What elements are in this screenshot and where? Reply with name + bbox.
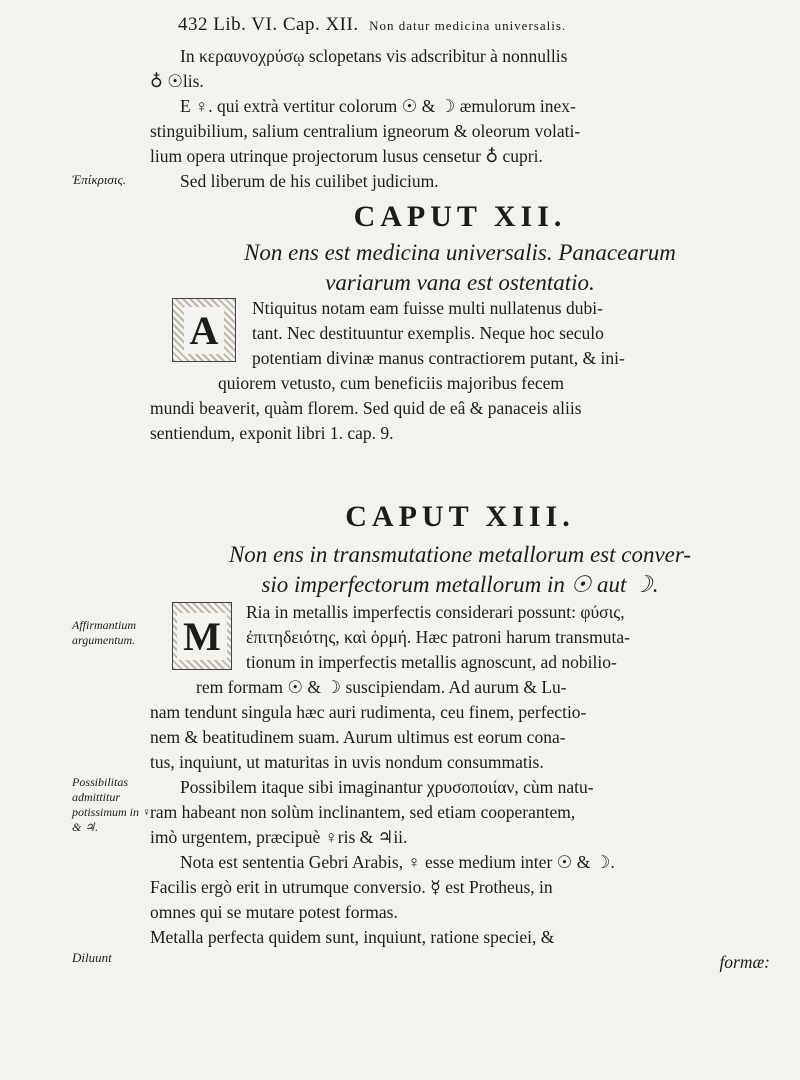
text-line	[150, 421, 770, 446]
running-head	[178, 14, 778, 36]
text-line: quiorem vetusto, cum beneficiis majoribus fecem	[218, 373, 565, 393]
text-line: rem formam ☉ & ☽ suscipiendam. Ad aurum & Lu-	[196, 677, 567, 697]
chapter-subtitle	[150, 238, 770, 298]
subtitle-line: sio imperfectorum metallorum in ☉ aut ☽.	[261, 572, 659, 597]
margin-note-possibilitas: Possibilitas admittitur potissimum in ♀ & ♃.	[72, 775, 152, 834]
chapter-subtitle	[150, 540, 770, 600]
subtitle-line: variarum vana est ostentatio.	[325, 270, 595, 295]
margin-note-affirmantium: Affirmantium argumentum.	[72, 618, 137, 647]
text-line: tus, inquiunt, ut maturitas in uvis nondum consummatis.	[150, 752, 544, 772]
chapter-13-text	[150, 600, 770, 975]
text-line: Metalla perfecta quidem sunt, inquiunt, ratione speciei, &	[150, 927, 555, 947]
text-line: Ntiquitus notam eam fuisse multi nullatenus dubi-	[252, 298, 603, 318]
text-line: Facilis ergò erit in utrumque conversio. ☿ est Protheus, in	[150, 877, 553, 897]
text-line: mundi beaverit, quàm florem. Sed quid de eâ & panaceis aliis	[150, 398, 582, 418]
chapter-heading: CAPUT XIII.	[345, 500, 575, 533]
margin-note-epikrisis: Ἐπίκρισις.	[72, 172, 126, 187]
text-line: omnes qui se mutare potest formas.	[150, 902, 398, 922]
chapter-heading: CAPUT XII.	[353, 200, 567, 233]
running-head-right: Non datur medicina universalis.	[369, 18, 567, 33]
text-line: Possibilem itaque sibi imaginantur χρυσοποιίαν, cùm natu-	[180, 777, 594, 797]
chapter-12-text	[150, 296, 770, 446]
dropcap-letter: A	[184, 307, 225, 354]
text-line: stinguibilium, salium centralium igneorum & oleorum volati-	[150, 121, 581, 141]
text-line: Sed liberum de his cuilibet judicium.	[180, 171, 439, 191]
text-line: lium opera utrinque projectorum lusus censetur ♁ cupri.	[150, 146, 543, 166]
catchword: formæ:	[719, 952, 770, 972]
subtitle-line: Non ens est medicina universalis. Panacearum	[244, 240, 676, 265]
text-line: ♁ ☉lis.	[150, 71, 204, 91]
text-line: potentiam divinæ manus contractiorem putant, & ini-	[252, 348, 625, 368]
text-line: ram habeant non solùm inclinantem, sed etiam cooperantem,	[150, 802, 576, 822]
text-line: tant. Nec destituuntur exemplis. Neque hoc seculo	[252, 323, 604, 343]
text-fragment: sentiendum, exponit libri 1. cap. 9.	[150, 423, 394, 443]
text-line: tionum in imperfectis metallis agnoscunt, ad nobilio-	[246, 652, 617, 672]
text-line: In κεραυνοχρύσῳ sclopetans vis adscribitur à nonnullis	[180, 46, 568, 66]
text-line: Ria in metallis imperfectis considerari possunt: φύσις,	[246, 602, 625, 622]
text-line: Nota est sententia Gebri Arabis, ♀ esse medium inter ☉ & ☽.	[180, 852, 615, 872]
intro-paragraph	[150, 44, 770, 194]
dropcap-letter: M	[177, 613, 227, 660]
text-line: E ♀. qui extrà vertitur colorum ☉ & ☽ æmulorum inex-	[180, 96, 576, 116]
text-line: ἐπιτηδειότης, καὶ ὁρμή. Hæc patroni harum transmuta-	[246, 627, 630, 647]
text-line: imò urgentem, præcipuè ♀ris & ♃ii.	[150, 827, 408, 847]
running-head-left: 432 Lib. VI. Cap. XII.	[178, 14, 359, 35]
text-line: nem & beatitudinem suam. Aurum ultimus est eorum cona-	[150, 727, 566, 747]
margin-note-diluunt: Diluunt	[72, 950, 112, 965]
text-line: nam tendunt singula hæc auri rudimenta, ceu finem, perfectio-	[150, 702, 587, 722]
subtitle-line: Non ens in transmutatione metallorum est conver-	[228, 542, 692, 567]
